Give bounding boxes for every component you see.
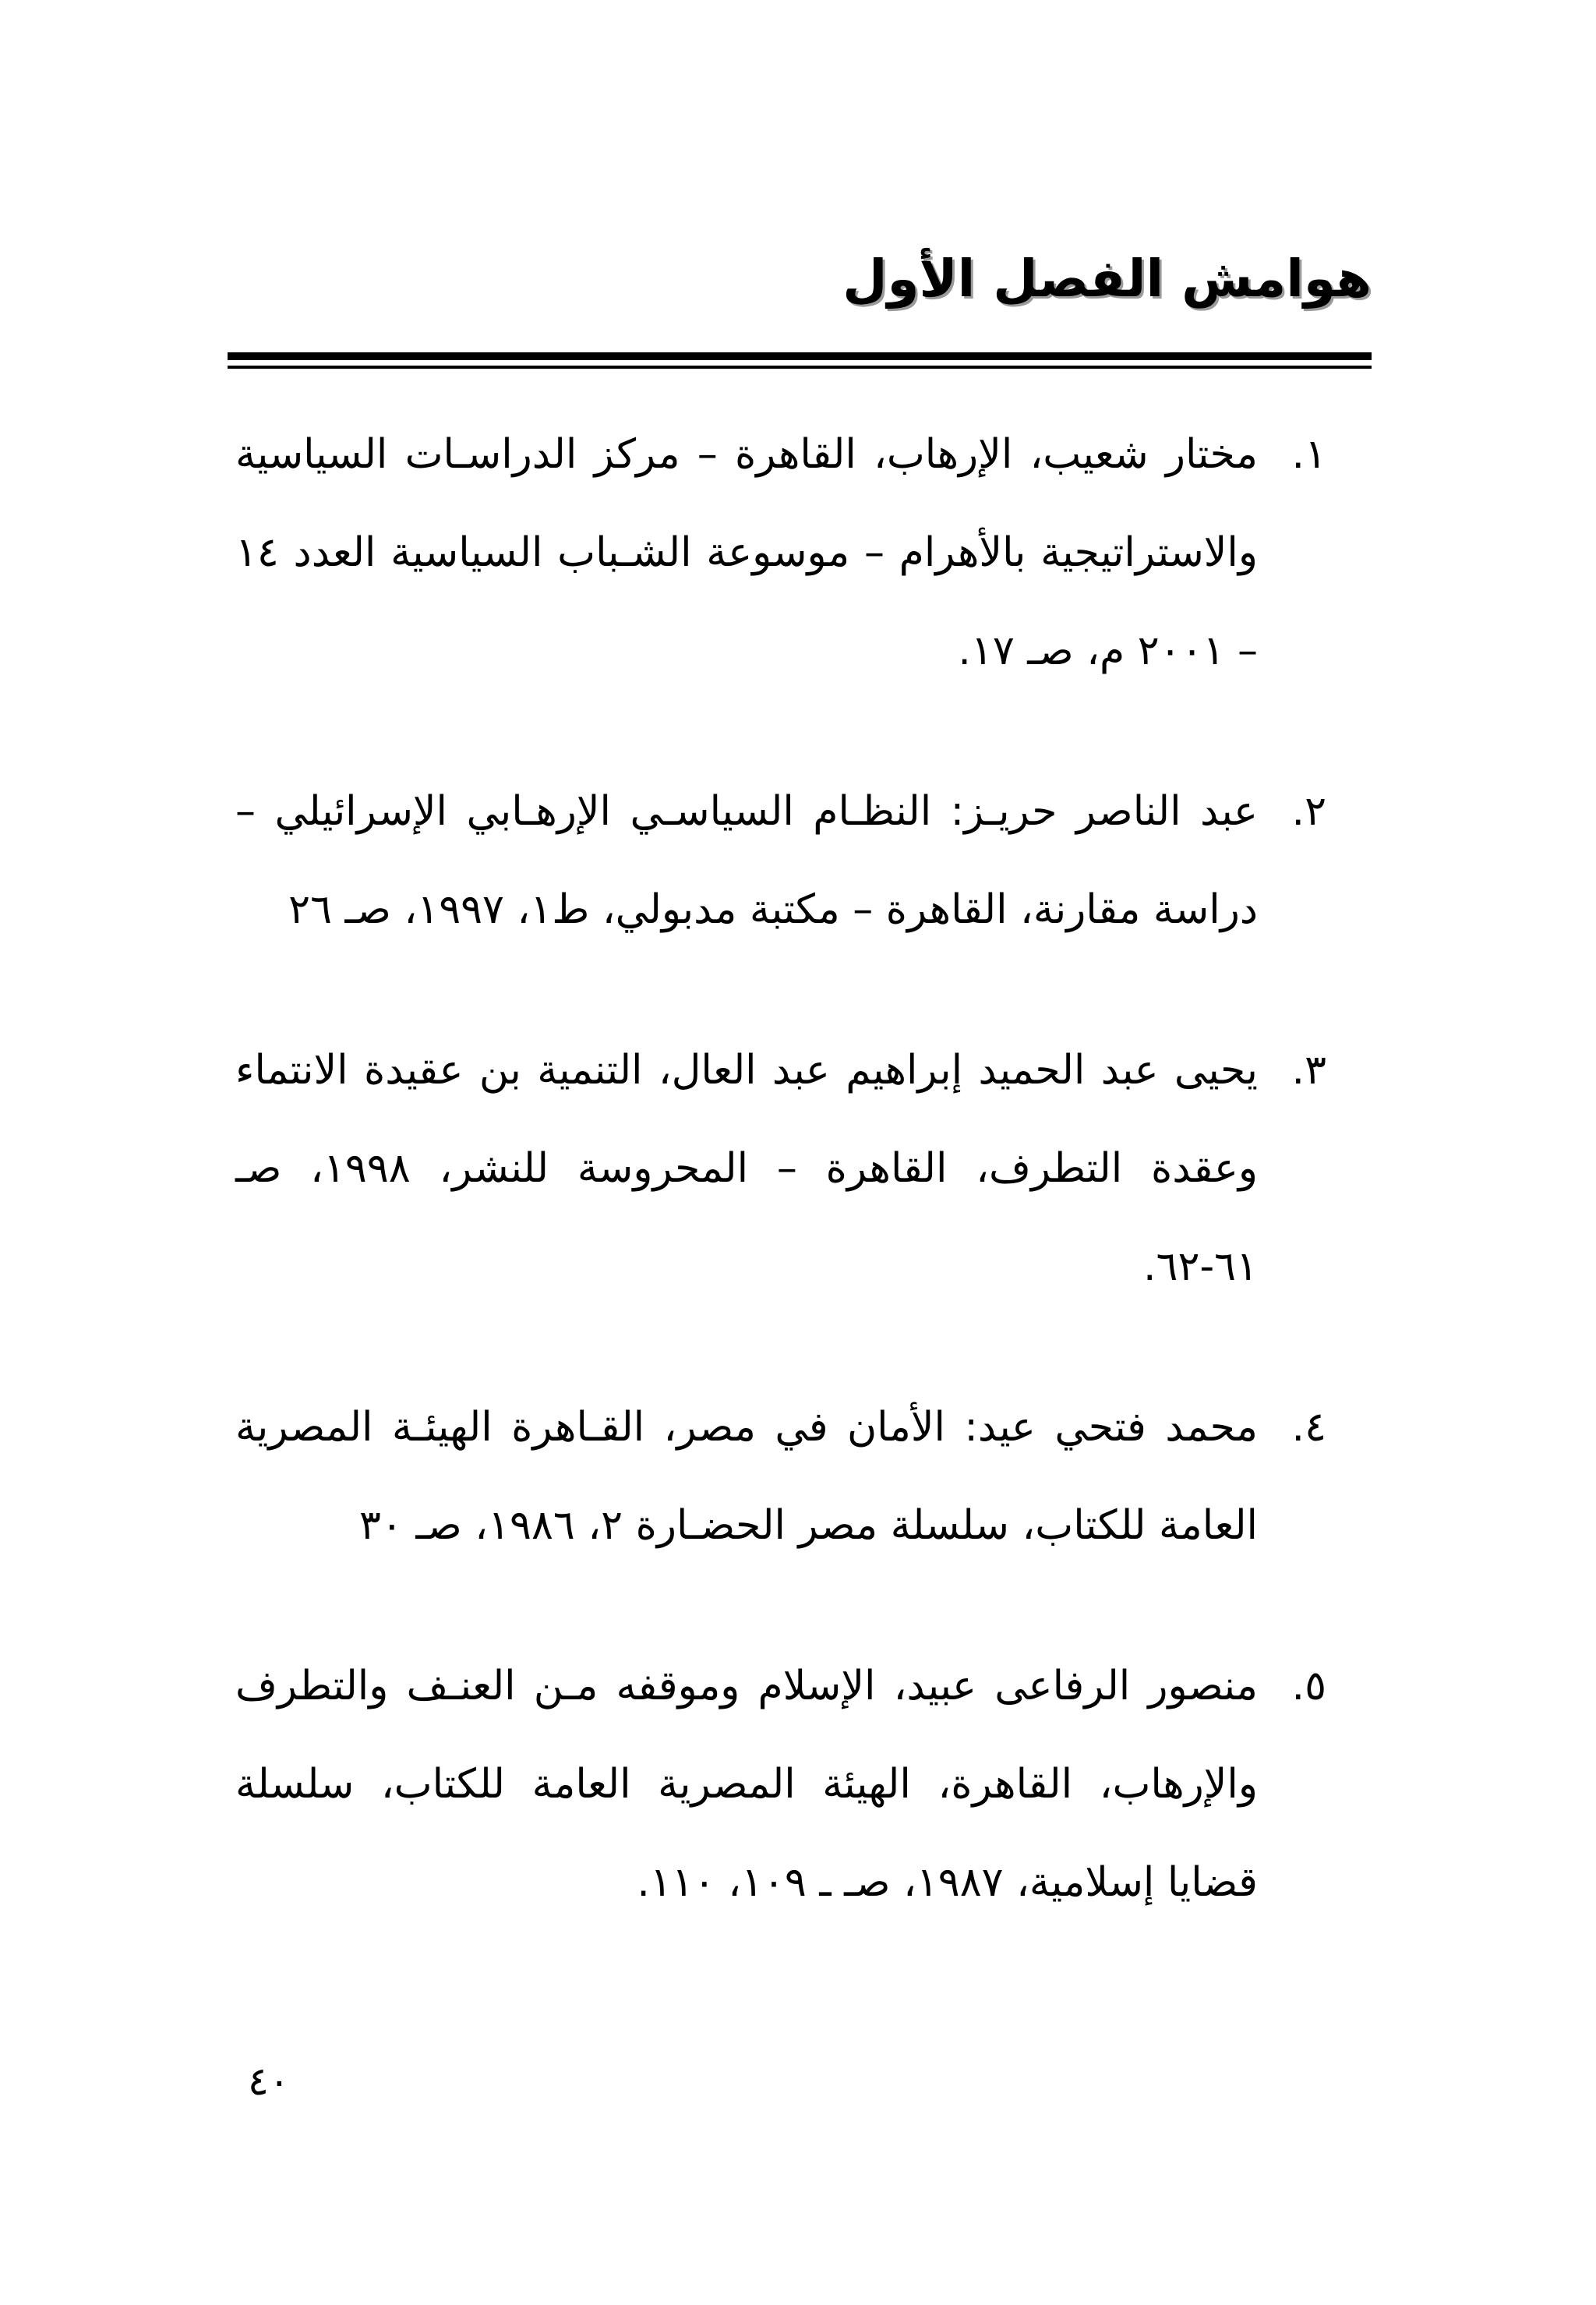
endnote-1 (235, 405, 1326, 700)
endnote-text: منصور الرفاعى عبيد، الإسلام وموقفه مـن العنـف والتطرف والإرهاب، القاهرة، الهيئة المصرية العامة للكتاب، سلسلة قضايا إسلامية، ١٩٨٧، صـ ـ ١٠٩، ١١٠. (235, 1663, 1258, 1906)
endnote-text: مختار شعيب، الإرهاب، القاهرة – مركز الدراسـات السياسية والاستراتيجية بالأهرام – موسوعة الشـباب السياسية العدد ١٤ – ٢٠٠١ م، صـ ١٧. (235, 431, 1258, 674)
title-rule-thick (228, 352, 1372, 360)
endnote-4 (235, 1378, 1326, 1575)
endnote-text: يحيى عبد الحميد إبراهيم عبد العال، التنمية بن عقيدة الانتماء وعقدة التطرف، القاهرة – المحروسة للنشر، ١٩٩٨، صـ ٦١-٦٢. (235, 1047, 1258, 1290)
endnote-number: ٢. (1291, 788, 1326, 835)
title-rule-thin (228, 366, 1372, 369)
page-title: هوامش الفصل الأول (842, 249, 1372, 309)
endnote-5 (235, 1637, 1326, 1932)
endnote-number: ٤. (1291, 1404, 1326, 1451)
endnote-text: عبد الناصر حريـز: النظـام السياسـي الإرهـابي الإسرائيلي – دراسة مقارنة، القاهرة – مكتبة مدبولي، ط١، ١٩٩٧، صـ ٢٦ (235, 788, 1258, 933)
endnote-2 (235, 762, 1326, 959)
endnote-number: ٥. (1291, 1663, 1326, 1709)
endnote-number: ١. (1291, 431, 1326, 478)
endnote-number: ٣. (1291, 1047, 1326, 1094)
endnotes-list (235, 405, 1326, 1994)
page-number: ٤٠ (248, 2059, 290, 2104)
endnote-3 (235, 1021, 1326, 1316)
endnote-text: محمد فتحي عيد: الأمان في مصر، القـاهرة الهيئـة المصرية العامة للكتاب، سلسلة مصر الحضـارة ٢، ١٩٨٦، صـ ٣٠ (235, 1404, 1258, 1549)
